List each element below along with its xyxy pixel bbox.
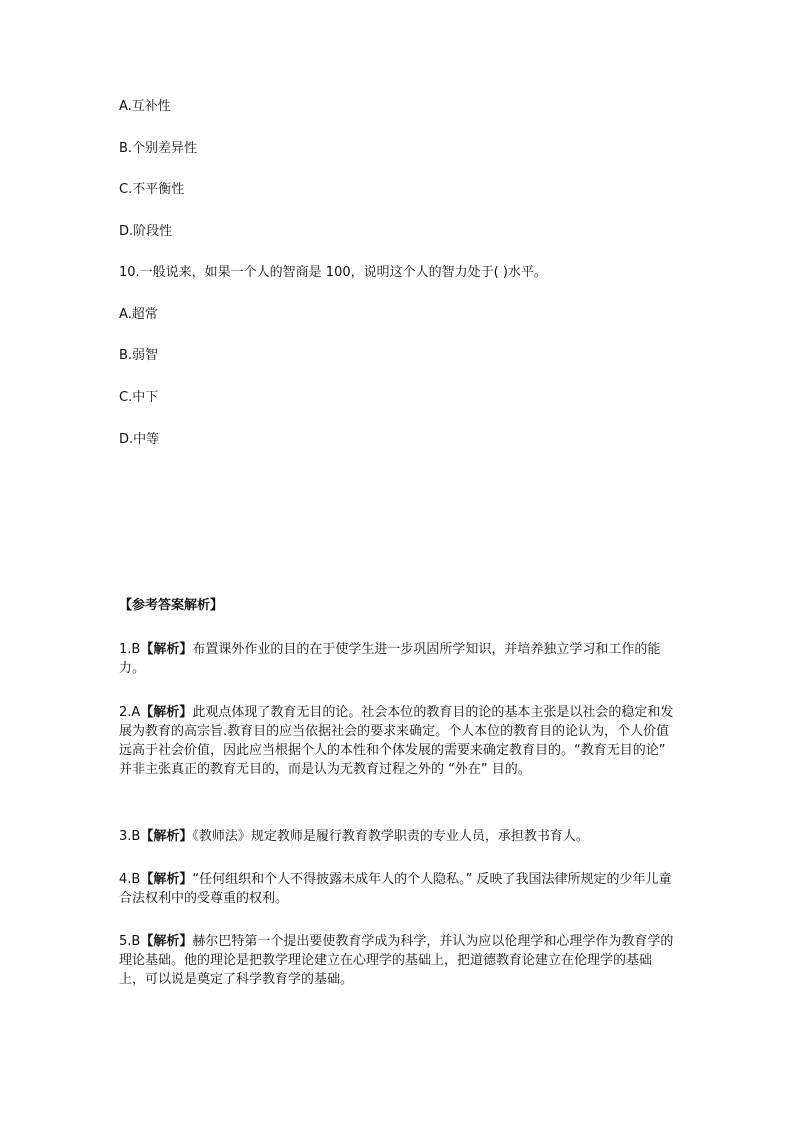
answer-item xyxy=(119,827,675,846)
answer-item xyxy=(119,703,675,779)
answer-item xyxy=(119,870,675,908)
q10-option-b: B.弱智 xyxy=(119,348,159,363)
answer-number: 1.B xyxy=(119,642,141,657)
answer-tag: 【解析】 xyxy=(140,934,193,949)
answer-tag: 【解析】 xyxy=(140,705,193,720)
answer-number: 4.B xyxy=(119,872,141,887)
answer-text: 赫尔巴特第一个提出要使教育学成为科学，并认为应以伦理学和心理学作为教育学的理论基础。他的理论是把教学理论建立在心理学的基础上，把道德教育论建立在伦理学的基础上，可以说是奠定了科学教育学的基础。 xyxy=(119,934,674,987)
answer-tag: 【解析】 xyxy=(140,872,193,887)
answer-item xyxy=(119,932,675,989)
answer-text: “任何组织和个人不得披露未成年人的个人隐私。” 反映了我国法律所规定的少年儿童合法权利中的受尊重的权利。 xyxy=(119,872,672,906)
q9-option-b: B.个别差异性 xyxy=(119,141,198,156)
q9-option-d: D.阶段性 xyxy=(119,224,173,239)
answers-title: 【参考答案解析】 xyxy=(119,598,224,613)
answer-number: 5.B xyxy=(119,934,141,949)
answer-text: 布置课外作业的目的在于使学生进一步巩固所学知识，并培养独立学习和工作的能力。 xyxy=(119,642,661,676)
q9-option-a: A.互补性 xyxy=(119,99,171,114)
q9-option-c: C.不平衡性 xyxy=(119,182,185,197)
answer-tag: 【解析】 xyxy=(140,829,193,844)
answer-tag: 【解析】 xyxy=(140,642,193,657)
answer-text: 《教师法》规定教师是履行教育教学职责的专业人员，承担教书育人。 xyxy=(192,829,589,844)
q10-option-a: A.超常 xyxy=(119,307,158,322)
q10-option-c: C.中下 xyxy=(119,390,159,405)
q10-option-d: D.中等 xyxy=(119,432,160,447)
answer-item xyxy=(119,640,675,678)
answer-number: 2.A xyxy=(119,705,141,720)
answer-number: 3.B xyxy=(119,829,141,844)
answer-text: 此观点体现了教育无目的论。社会本位的教育目的论的基本主张是以社会的稳定和发展为教育的高宗旨.教育目的应当依据社会的要求来确定。个人本位的教育目的论认为，个人价值远高于社会价值，因此应当根据个人的本性和个体发展的需要来确定教育目的。“教育无目的论” 并非主张真正的教育无目的，而是认为无教育过程之外的 “外在” 目的。 xyxy=(119,705,674,777)
question-10: 10.一般说来，如果一个人的智商是 100，说明这个人的智力处于( )水平。 xyxy=(119,265,547,280)
